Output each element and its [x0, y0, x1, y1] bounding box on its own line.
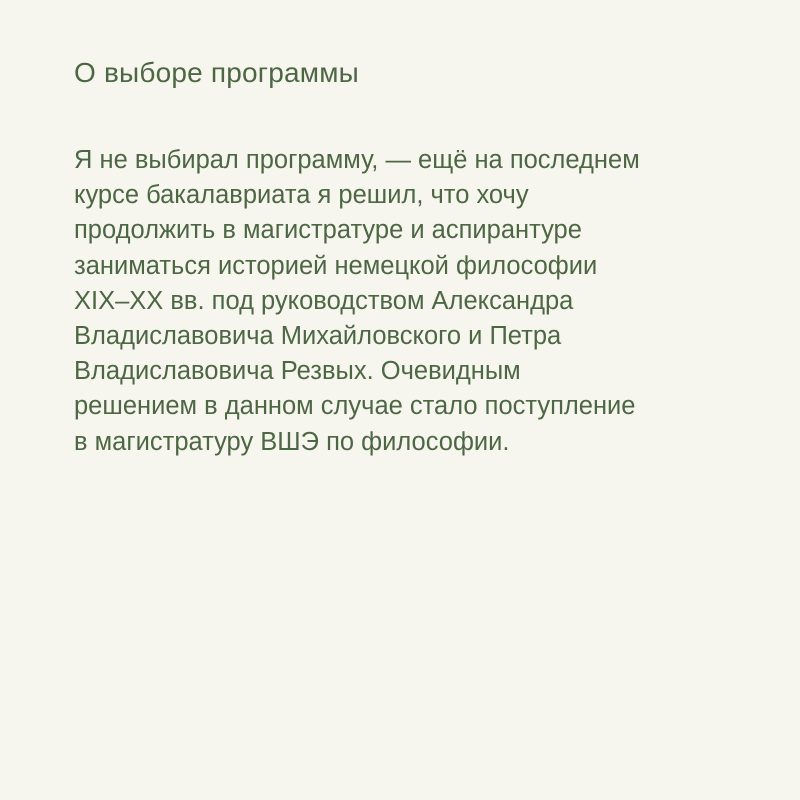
body-line: в магистратуру ВШЭ по философии. — [74, 427, 510, 456]
body-line: решением в данном случае стало поступление — [74, 392, 636, 421]
body-line: Владиславовича Михайловского и Петра — [74, 322, 562, 351]
body-line: продолжить в магистратуре и аспирантуре — [74, 216, 582, 245]
body-line: Владиславовича Резвых. Очевидным — [74, 357, 521, 386]
page-title: О выборе программы — [74, 57, 359, 88]
body-line: курсе бакалавриата я решил, что хочу — [74, 181, 529, 210]
body-line: заниматься историей немецкой философии — [74, 251, 598, 280]
body-paragraph — [74, 143, 764, 460]
body-line: Я не выбирал программу, — ещё на последнем — [74, 146, 640, 174]
body-line: XIX–XX вв. под руководством Александра — [74, 286, 574, 315]
